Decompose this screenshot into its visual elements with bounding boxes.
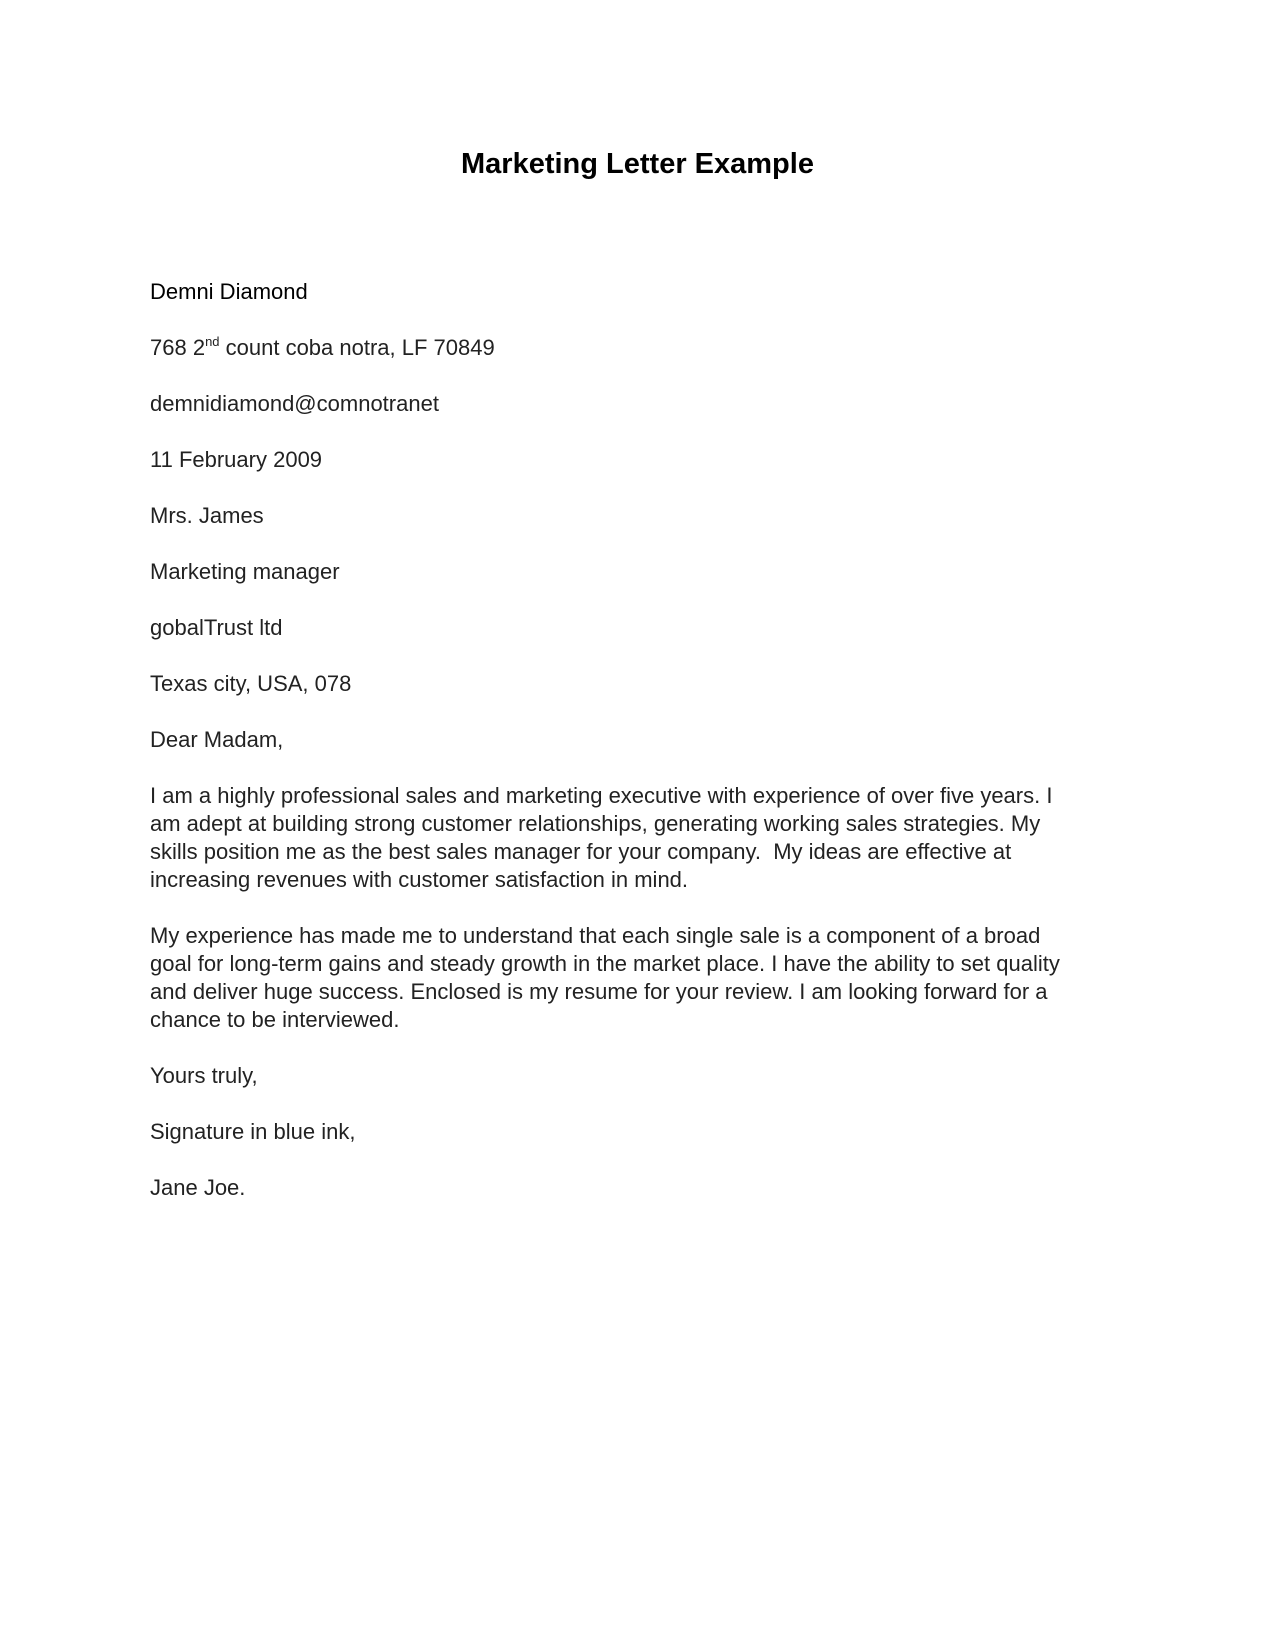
paragraph-line: chance to be interviewed. [150,1007,400,1032]
document-title: Marketing Letter Example [461,148,814,180]
letter-date: 11 February 2009 [150,447,323,472]
paragraph-line: goal for long-term gains and steady growth in the market place. I have the ability to set quality [150,951,1060,976]
sender-email: demnidiamond@comnotranet [150,391,439,416]
recipient-position: Marketing manager [150,559,340,584]
paragraph-line: am adept at building strong customer relationships, generating working sales strategies. My [150,811,1041,836]
paragraph-line: increasing revenues with customer satisfaction in mind. [150,867,689,892]
paragraph-line: skills position me as the best sales manager for your company. My ideas are effective at [150,839,1012,864]
paragraph-line: My experience has made me to understand that each single sale is a component of a broad [150,923,1041,948]
signature-note: Signature in blue ink, [150,1119,356,1144]
address-superscript: nd [205,334,220,349]
address-number: 768 2 [150,335,206,360]
address-rest: count coba notra, LF 70849 [219,335,495,360]
sender-name: Demni Diamond [150,279,308,304]
body-paragraph-2 [150,922,1130,1034]
paragraph-line: and deliver huge success. Enclosed is my resume for your review. I am looking forward for a [150,979,1048,1004]
recipient-location: Texas city, USA, 078 [150,671,352,696]
sender-address [150,334,495,362]
recipient-company: gobalTrust ltd [150,615,283,640]
closing: Yours truly, [150,1063,258,1088]
paragraph-line: I am a highly professional sales and marketing executive with experience of over five years. I [150,783,1053,808]
signer-name: Jane Joe. [150,1175,246,1200]
salutation: Dear Madam, [150,727,284,752]
body-paragraph-1 [150,782,1130,894]
recipient-name: Mrs. James [150,503,264,528]
